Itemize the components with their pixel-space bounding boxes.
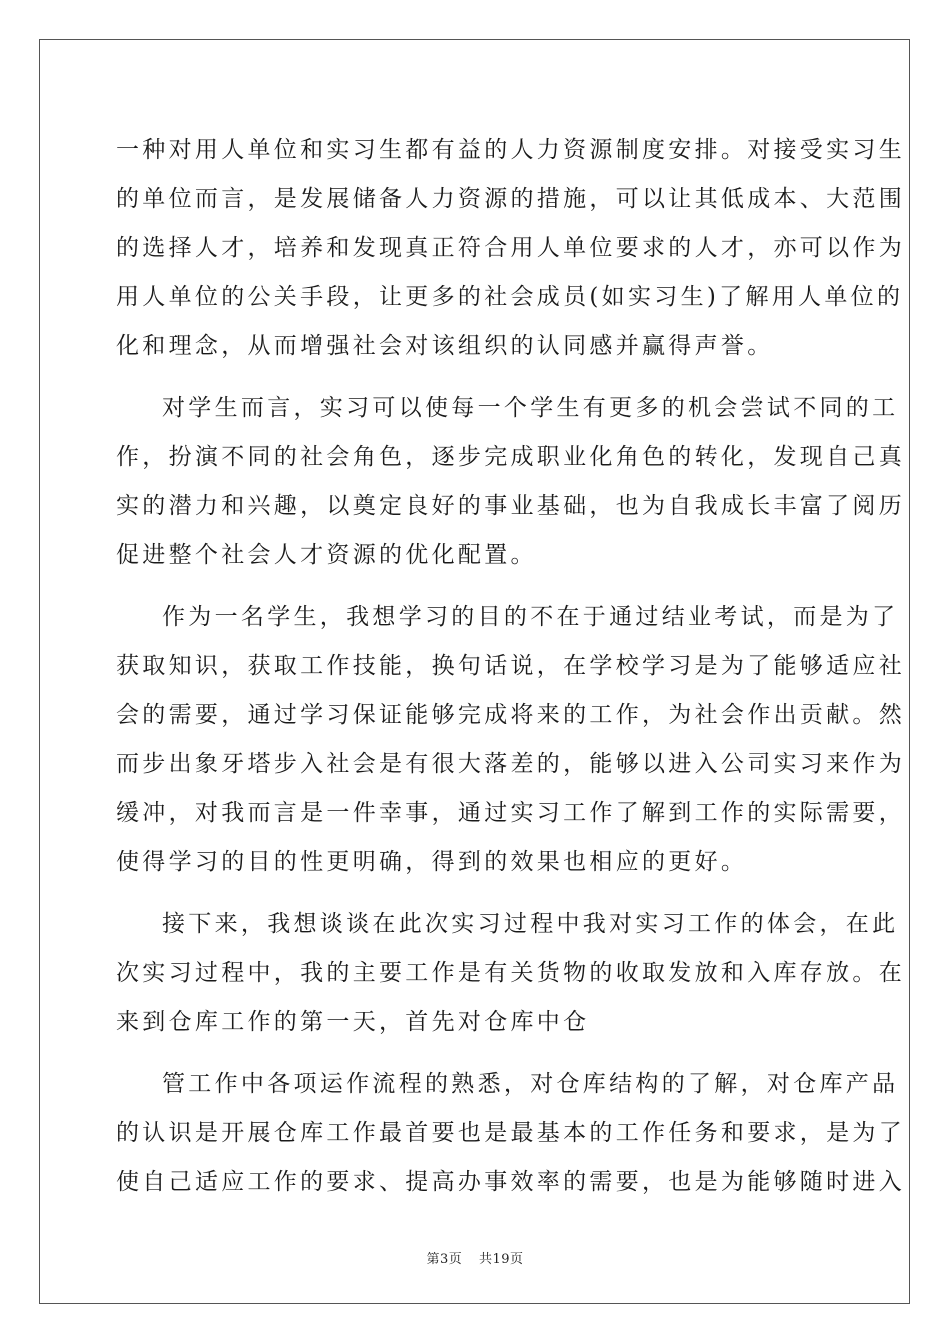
paragraph-first-line: 管工作中各项运作流程的熟悉，对仓库结构的了解，对仓库产品 (162, 1071, 899, 1097)
text-line: 获取知识，获取工作技能，换句话说，在学校学习是为了能够适应社 (116, 653, 905, 679)
text-line: 而步出象牙塔步入社会是有很大落差的，能够以进入公司实习来作为 (116, 751, 905, 777)
page-number: 第3页 (426, 1252, 463, 1267)
text-line: 化和理念，从而增强社会对该组织的认同感并赢得声誉。 (116, 333, 774, 359)
text-line: 会的需要，通过学习保证能够完成将来的工作，为社会作出贡献。然 (116, 702, 905, 728)
page-footer (0, 1248, 950, 1267)
text-line: 使得学习的目的性更明确，得到的效果也相应的更好。 (116, 849, 748, 875)
text-line: 的选择人才，培养和发现真正符合用人单位要求的人才，亦可以作为 (116, 235, 905, 261)
text-line: 的认识是开展仓库工作最首要也是最基本的工作任务和要求，是为了 (116, 1120, 905, 1146)
paragraph-first-line: 对学生而言，实习可以使每一个学生有更多的机会尝试不同的工 (162, 395, 899, 421)
paragraph-first-line: 作为一名学生，我想学习的目的不在于通过结业考试，而是为了 (162, 604, 899, 630)
text-line: 用人单位的公关手段，让更多的社会成员(如实习生)了解用人单位的 (116, 284, 904, 310)
text-line: 使自己适应工作的要求、提高办事效率的需要，也是为能够随时进入 (116, 1169, 905, 1195)
text-line: 来到仓库工作的第一天，首先对仓库中仓 (116, 1009, 590, 1035)
text-line: 促进整个社会人才资源的优化配置。 (116, 542, 537, 568)
text-line: 作，扮演不同的社会角色，逐步完成职业化角色的转化，发现自己真 (116, 444, 905, 470)
text-line: 次实习过程中，我的主要工作是有关货物的收取发放和入库存放。在 (116, 960, 905, 986)
text-line: 实的潜力和兴趣，以奠定良好的事业基础，也为自我成长丰富了阅历 (116, 493, 905, 519)
page-total: 共19页 (478, 1252, 524, 1267)
text-line: 的单位而言，是发展储备人力资源的措施，可以让其低成本、大范围 (116, 186, 905, 212)
text-line: 一种对用人单位和实习生都有益的人力资源制度安排。对接受实习生 (116, 137, 905, 163)
text-line: 缓冲，对我而言是一件幸事，通过实习工作了解到工作的实际需要， (116, 800, 905, 826)
paragraph-first-line: 接下来，我想谈谈在此次实习过程中我对实习工作的体会，在此 (162, 911, 899, 937)
